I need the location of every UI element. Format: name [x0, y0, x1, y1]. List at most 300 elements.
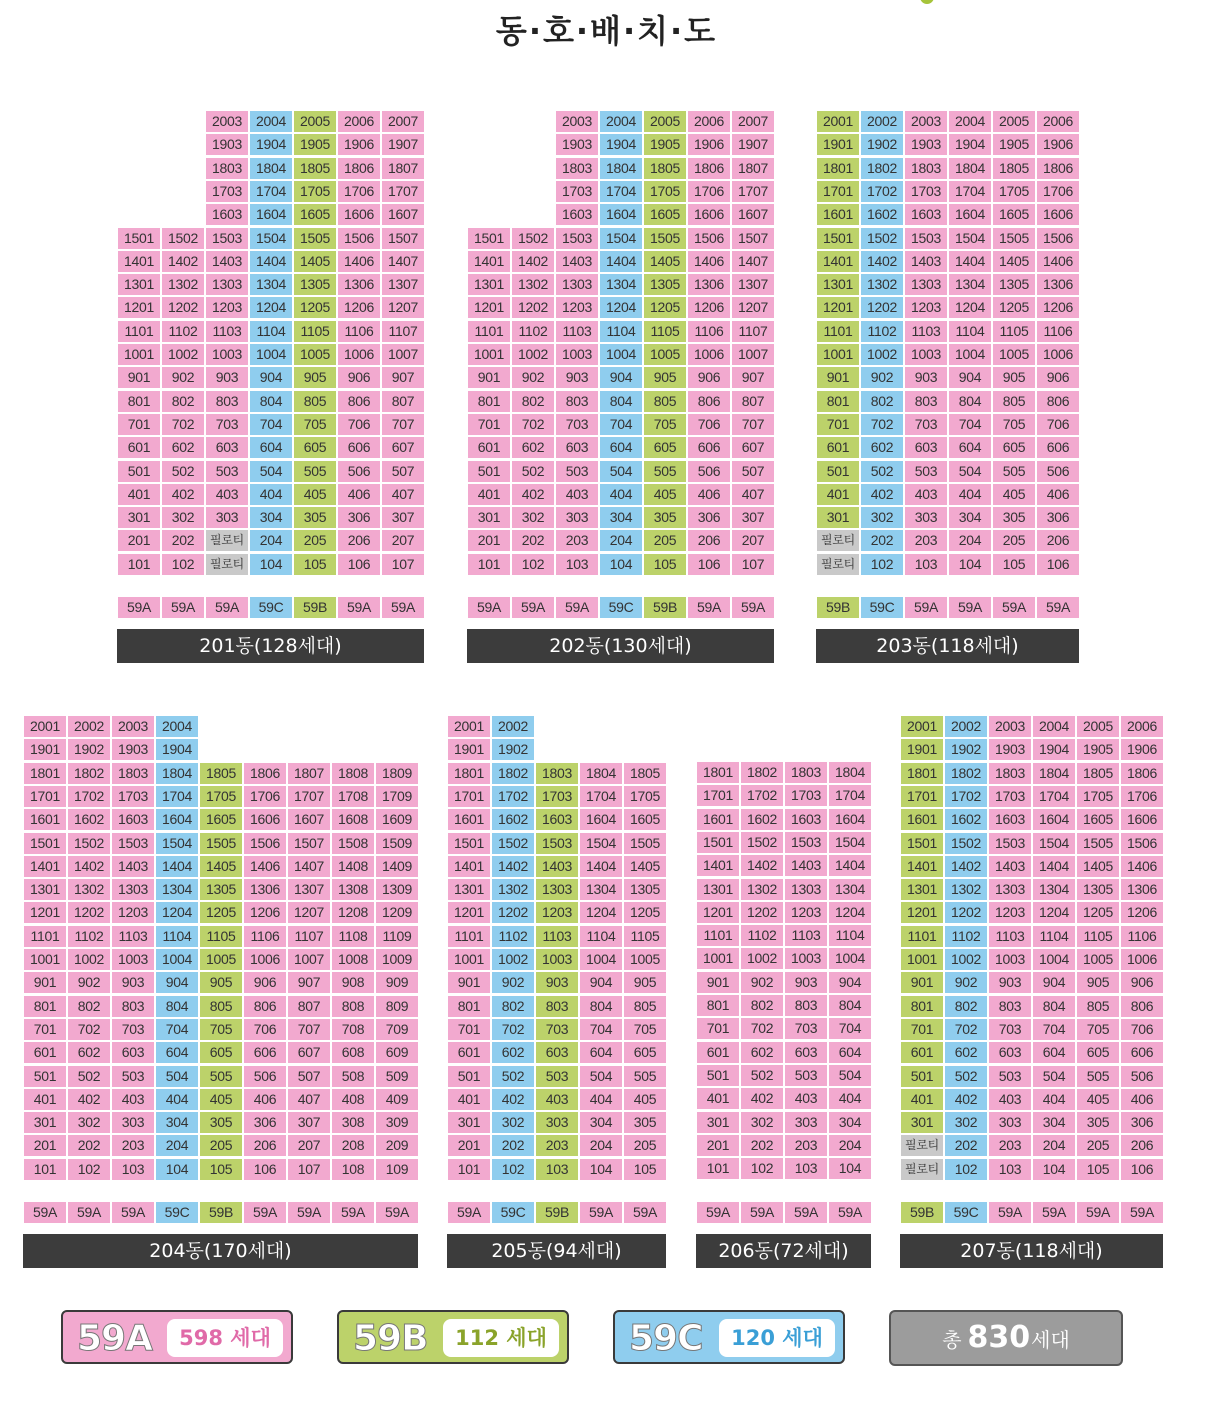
unit-cell: 703 [785, 1018, 827, 1039]
unit-cell: 1404 [156, 856, 198, 877]
unit-cell: 302 [861, 507, 903, 528]
unit-cell: 1901 [817, 134, 859, 155]
unit-cell: 604 [580, 1042, 622, 1063]
unit-cell: 202 [741, 1135, 783, 1156]
unit-cell: 2006 [688, 111, 730, 132]
unit-cell: 1704 [949, 181, 991, 202]
unit-cell: 1903 [112, 739, 154, 760]
unit-cell: 1903 [905, 134, 947, 155]
unit-cell: 1701 [24, 786, 66, 807]
unit-cell: 805 [294, 391, 336, 412]
unit-cell: 701 [817, 414, 859, 435]
unit-cell: 603 [556, 437, 598, 458]
unit-cell: 904 [829, 972, 871, 993]
unit-cell: 1502 [162, 228, 204, 249]
unit-cell: 1405 [624, 856, 666, 877]
unit-cell: 805 [200, 996, 242, 1017]
unit-cell: 1302 [492, 879, 534, 900]
unit-cell: 1209 [376, 902, 418, 923]
unit-cell: 604 [156, 1042, 198, 1063]
unit-cell: 807 [382, 391, 424, 412]
unit-cell: 204 [829, 1135, 871, 1156]
unit-cell: 707 [288, 1019, 330, 1040]
unit-cell: 1303 [206, 274, 248, 295]
unit-cell: 806 [1121, 996, 1163, 1017]
unit-cell: 102 [68, 1159, 110, 1180]
unit-cell: 1102 [741, 925, 783, 946]
unit-cell: 705 [644, 414, 686, 435]
unit-cell: 1604 [580, 809, 622, 830]
unit-cell: 1807 [732, 158, 774, 179]
unit-cell: 501 [901, 1066, 943, 1087]
unit-type-label: 59B [644, 597, 686, 618]
unit-cell: 606 [688, 437, 730, 458]
unit-cell: 307 [288, 1112, 330, 1133]
unit-cell: 1604 [829, 809, 871, 830]
unit-cell: 1406 [1121, 856, 1163, 877]
unit-cell: 706 [1121, 1019, 1163, 1040]
unit-type-label: 59A [949, 597, 991, 618]
unit-type-label: 59A [1077, 1202, 1119, 1223]
unit-cell: 304 [829, 1112, 871, 1133]
unit-cell: 1502 [861, 228, 903, 249]
unit-cell: 1507 [382, 228, 424, 249]
unit-cell: 1704 [250, 181, 292, 202]
unit-cell: 203 [112, 1135, 154, 1156]
unit-cell: 1406 [244, 856, 286, 877]
unit-cell: 603 [206, 437, 248, 458]
unit-cell: 204 [580, 1135, 622, 1156]
unit-cell: 1801 [24, 763, 66, 784]
unit-cell: 703 [206, 414, 248, 435]
unit-cell: 602 [492, 1042, 534, 1063]
unit-cell: 1404 [949, 251, 991, 272]
unit-cell: 1202 [68, 902, 110, 923]
unit-cell: 203 [556, 530, 598, 551]
unit-cell: 1703 [785, 785, 827, 806]
unit-cell: 1002 [861, 344, 903, 365]
unit-cell: 501 [448, 1066, 490, 1087]
unit-cell: 403 [989, 1089, 1031, 1110]
unit-cell: 301 [24, 1112, 66, 1133]
unit-cell: 1301 [817, 274, 859, 295]
unit-cell: 1306 [1037, 274, 1079, 295]
unit-type-label: 59A [206, 597, 248, 618]
unit-cell: 1403 [989, 856, 1031, 877]
unit-cell: 1302 [512, 274, 554, 295]
unit-cell: 906 [1037, 367, 1079, 388]
unit-cell: 304 [156, 1112, 198, 1133]
unit-cell: 905 [644, 367, 686, 388]
unit-cell: 901 [697, 972, 739, 993]
unit-cell: 1705 [624, 786, 666, 807]
unit-type-label: 59A [382, 597, 424, 618]
unit-cell: 804 [156, 996, 198, 1017]
unit-cell: 1701 [697, 785, 739, 806]
unit-cell: 205 [294, 530, 336, 551]
unit-cell: 1006 [1037, 344, 1079, 365]
unit-cell: 1102 [68, 926, 110, 947]
unit-cell: 1405 [200, 856, 242, 877]
unit-cell: 201 [118, 530, 160, 551]
unit-cell: 1804 [156, 763, 198, 784]
unit-cell: 401 [697, 1088, 739, 1109]
unit-cell: 105 [993, 554, 1035, 575]
unit-cell: 303 [536, 1112, 578, 1133]
unit-cell: 1005 [993, 344, 1035, 365]
unit-cell: 1305 [1077, 879, 1119, 900]
legend-total [889, 1310, 1123, 1366]
unit-cell: 1603 [206, 204, 248, 225]
unit-cell: 104 [829, 1158, 871, 1179]
unit-cell: 301 [468, 507, 510, 528]
unit-cell: 705 [294, 414, 336, 435]
unit-cell: 1204 [1033, 902, 1075, 923]
unit-cell: 1809 [376, 763, 418, 784]
unit-cell: 702 [492, 1019, 534, 1040]
unit-cell: 1806 [688, 158, 730, 179]
unit-cell: 103 [989, 1159, 1031, 1180]
unit-cell: 1303 [556, 274, 598, 295]
legend-59b-count: 112 세대 [443, 1319, 559, 1357]
unit-cell: 1301 [901, 879, 943, 900]
unit-cell: 2006 [1037, 111, 1079, 132]
unit-cell: 404 [1033, 1089, 1075, 1110]
unit-cell: 702 [861, 414, 903, 435]
unit-cell: 903 [112, 972, 154, 993]
unit-cell: 301 [448, 1112, 490, 1133]
unit-cell: 903 [989, 972, 1031, 993]
unit-cell: 2002 [68, 716, 110, 737]
unit-cell: 1105 [200, 926, 242, 947]
building-label: 202동(130세대) [467, 629, 774, 663]
unit-cell: 1401 [817, 251, 859, 272]
unit-cell: 1101 [24, 926, 66, 947]
unit-cell: 1604 [949, 204, 991, 225]
unit-cell: 402 [512, 484, 554, 505]
unit-cell: 1006 [1121, 949, 1163, 970]
unit-cell: 602 [162, 437, 204, 458]
unit-cell: 1403 [905, 251, 947, 272]
unit-cell: 1602 [68, 809, 110, 830]
unit-cell: 1404 [250, 251, 292, 272]
unit-cell: 802 [861, 391, 903, 412]
unit-cell: 703 [112, 1019, 154, 1040]
unit-cell: 1504 [1033, 833, 1075, 854]
unit-cell: 1704 [580, 786, 622, 807]
unit-cell: 1601 [817, 204, 859, 225]
unit-cell: 705 [1077, 1019, 1119, 1040]
unit-cell: 502 [512, 461, 554, 482]
unit-cell: 801 [901, 996, 943, 1017]
unit-cell: 1601 [24, 809, 66, 830]
unit-cell: 703 [989, 1019, 1031, 1040]
unit-cell: 701 [24, 1019, 66, 1040]
unit-cell: 2004 [250, 111, 292, 132]
unit-cell: 109 [376, 1159, 418, 1180]
unit-cell: 1501 [118, 228, 160, 249]
unit-cell: 1503 [536, 833, 578, 854]
unit-cell: 906 [1121, 972, 1163, 993]
unit-cell: 1309 [376, 879, 418, 900]
unit-cell: 1906 [338, 134, 380, 155]
unit-cell: 807 [732, 391, 774, 412]
unit-cell: 1805 [1077, 763, 1119, 784]
unit-cell: 1005 [200, 949, 242, 970]
unit-cell: 603 [536, 1042, 578, 1063]
unit-cell: 1502 [512, 228, 554, 249]
unit-cell: 406 [1121, 1089, 1163, 1110]
unit-cell: 705 [624, 1019, 666, 1040]
unit-cell: 1005 [1077, 949, 1119, 970]
unit-cell: 401 [24, 1089, 66, 1110]
unit-cell: 1205 [644, 297, 686, 318]
unit-cell: 101 [468, 554, 510, 575]
unit-cell: 301 [901, 1112, 943, 1133]
unit-cell: 206 [338, 530, 380, 551]
unit-cell: 1204 [949, 297, 991, 318]
unit-cell: 1204 [580, 902, 622, 923]
unit-cell: 1402 [68, 856, 110, 877]
unit-cell: 203 [989, 1135, 1031, 1156]
unit-cell: 1106 [338, 321, 380, 342]
unit-cell: 503 [536, 1066, 578, 1087]
unit-cell: 602 [945, 1042, 987, 1063]
unit-cell: 801 [118, 391, 160, 412]
unit-cell: 402 [492, 1089, 534, 1110]
unit-cell: 401 [118, 484, 160, 505]
unit-cell: 1206 [244, 902, 286, 923]
unit-cell: 904 [580, 972, 622, 993]
unit-cell: 2003 [556, 111, 598, 132]
unit-cell: 1705 [294, 181, 336, 202]
building-label: 206동(72세대) [696, 1234, 871, 1268]
unit-cell: 1702 [68, 786, 110, 807]
unit-cell: 1905 [993, 134, 1035, 155]
unit-cell: 302 [68, 1112, 110, 1133]
unit-cell: 1008 [332, 949, 374, 970]
unit-cell: 1301 [697, 879, 739, 900]
unit-cell: 1205 [200, 902, 242, 923]
unit-type-label: 59A [512, 597, 554, 618]
unit-cell: 501 [468, 461, 510, 482]
unit-cell: 206 [688, 530, 730, 551]
unit-cell: 1402 [512, 251, 554, 272]
unit-cell: 1704 [600, 181, 642, 202]
unit-cell: 1707 [732, 181, 774, 202]
unit-cell: 1003 [556, 344, 598, 365]
unit-cell: 1408 [332, 856, 374, 877]
unit-cell: 1805 [200, 763, 242, 784]
unit-type-label: 59A [1037, 597, 1079, 618]
unit-cell: 1801 [448, 763, 490, 784]
unit-cell: 104 [949, 554, 991, 575]
building-label: 204동(170세대) [23, 1234, 418, 1268]
unit-cell: 1207 [288, 902, 330, 923]
unit-type-label: 59A [697, 1202, 739, 1223]
unit-cell: 306 [688, 507, 730, 528]
unit-cell: 1207 [382, 297, 424, 318]
unit-cell: 1206 [1037, 297, 1079, 318]
unit-cell: 104 [580, 1159, 622, 1180]
unit-cell: 1104 [250, 321, 292, 342]
unit-cell: 1506 [338, 228, 380, 249]
unit-cell: 902 [512, 367, 554, 388]
unit-cell: 1403 [536, 856, 578, 877]
unit-cell: 204 [949, 530, 991, 551]
unit-cell: 408 [332, 1089, 374, 1110]
unit-cell: 201 [697, 1135, 739, 1156]
unit-cell: 1708 [332, 786, 374, 807]
unit-cell: 706 [244, 1019, 286, 1040]
unit-cell: 1705 [1077, 786, 1119, 807]
unit-cell: 308 [332, 1112, 374, 1133]
unit-cell: 903 [206, 367, 248, 388]
unit-cell: 601 [118, 437, 160, 458]
unit-cell: 1206 [338, 297, 380, 318]
unit-cell: 904 [600, 367, 642, 388]
unit-cell: 402 [861, 484, 903, 505]
unit-cell: 1406 [338, 251, 380, 272]
unit-cell: 1102 [861, 321, 903, 342]
unit-cell: 405 [624, 1089, 666, 1110]
unit-cell: 306 [1037, 507, 1079, 528]
unit-cell: 305 [294, 507, 336, 528]
unit-cell: 806 [1037, 391, 1079, 412]
unit-cell: 1806 [338, 158, 380, 179]
unit-cell: 1602 [492, 809, 534, 830]
unit-cell: 101 [448, 1159, 490, 1180]
unit-cell: 1802 [492, 763, 534, 784]
unit-cell: 107 [288, 1159, 330, 1180]
unit-cell: 1203 [989, 902, 1031, 923]
unit-cell: 1002 [741, 948, 783, 969]
unit-cell: 1409 [376, 856, 418, 877]
unit-cell: 1605 [644, 204, 686, 225]
unit-cell: 608 [332, 1042, 374, 1063]
unit-cell: 1305 [294, 274, 336, 295]
unit-cell: 303 [905, 507, 947, 528]
unit-cell: 303 [785, 1112, 827, 1133]
piloti-cell: 필로티 [206, 530, 248, 551]
unit-cell: 702 [162, 414, 204, 435]
unit-cell: 901 [118, 367, 160, 388]
unit-cell: 101 [697, 1158, 739, 1179]
unit-cell: 804 [949, 391, 991, 412]
unit-cell: 1403 [556, 251, 598, 272]
unit-type-label: 59A [332, 1202, 374, 1223]
unit-cell: 1603 [112, 809, 154, 830]
unit-cell: 906 [338, 367, 380, 388]
unit-cell: 501 [118, 461, 160, 482]
piloti-cell: 필로티 [817, 554, 859, 575]
unit-cell: 102 [162, 554, 204, 575]
unit-cell: 1406 [688, 251, 730, 272]
unit-cell: 207 [288, 1135, 330, 1156]
unit-cell: 704 [250, 414, 292, 435]
unit-cell: 605 [624, 1042, 666, 1063]
unit-cell: 1904 [1033, 739, 1075, 760]
piloti-cell: 필로티 [817, 530, 859, 551]
unit-cell: 1105 [624, 926, 666, 947]
unit-cell: 1603 [556, 204, 598, 225]
unit-cell: 2001 [448, 716, 490, 737]
unit-type-label: 59A [785, 1202, 827, 1223]
unit-cell: 206 [1121, 1135, 1163, 1156]
unit-cell: 1004 [250, 344, 292, 365]
unit-cell: 907 [382, 367, 424, 388]
unit-cell: 1405 [644, 251, 686, 272]
unit-cell: 708 [332, 1019, 374, 1040]
unit-cell: 901 [448, 972, 490, 993]
unit-cell: 603 [905, 437, 947, 458]
unit-cell: 101 [24, 1159, 66, 1180]
unit-cell: 2005 [993, 111, 1035, 132]
unit-cell: 801 [697, 995, 739, 1016]
unit-cell: 1104 [1033, 926, 1075, 947]
unit-cell: 1206 [688, 297, 730, 318]
unit-cell: 1805 [993, 158, 1035, 179]
unit-cell: 1508 [332, 833, 374, 854]
unit-cell: 1205 [1077, 902, 1119, 923]
unit-cell: 104 [1033, 1159, 1075, 1180]
unit-cell: 1407 [732, 251, 774, 272]
unit-cell: 809 [376, 996, 418, 1017]
unit-cell: 1302 [68, 879, 110, 900]
unit-cell: 908 [332, 972, 374, 993]
unit-cell: 804 [1033, 996, 1075, 1017]
unit-cell: 1601 [448, 809, 490, 830]
unit-cell: 404 [829, 1088, 871, 1109]
unit-cell: 2005 [644, 111, 686, 132]
unit-cell: 1001 [24, 949, 66, 970]
unit-cell: 2003 [112, 716, 154, 737]
unit-cell: 102 [861, 554, 903, 575]
unit-cell: 705 [993, 414, 1035, 435]
unit-cell: 203 [785, 1135, 827, 1156]
unit-type-label: 59A [732, 597, 774, 618]
unit-cell: 1701 [817, 181, 859, 202]
unit-cell: 1401 [118, 251, 160, 272]
unit-cell: 1401 [448, 856, 490, 877]
unit-cell: 305 [624, 1112, 666, 1133]
unit-cell: 606 [244, 1042, 286, 1063]
unit-cell: 403 [536, 1089, 578, 1110]
unit-cell: 905 [1077, 972, 1119, 993]
legend-59b-code: 59B [353, 1318, 428, 1359]
unit-cell: 1302 [162, 274, 204, 295]
unit-cell: 405 [1077, 1089, 1119, 1110]
unit-cell: 1109 [376, 926, 418, 947]
unit-cell: 2005 [294, 111, 336, 132]
unit-cell: 902 [68, 972, 110, 993]
unit-cell: 1905 [1077, 739, 1119, 760]
unit-cell: 1707 [288, 786, 330, 807]
unit-cell: 403 [785, 1088, 827, 1109]
unit-cell: 1605 [624, 809, 666, 830]
unit-cell: 1401 [24, 856, 66, 877]
unit-cell: 1005 [644, 344, 686, 365]
unit-cell: 205 [200, 1135, 242, 1156]
unit-cell: 1803 [206, 158, 248, 179]
unit-cell: 1505 [200, 833, 242, 854]
unit-cell: 803 [556, 391, 598, 412]
unit-cell: 1607 [288, 809, 330, 830]
building-label: 203동(118세대) [816, 629, 1079, 663]
unit-cell: 2004 [600, 111, 642, 132]
unit-cell: 401 [901, 1089, 943, 1110]
unit-cell: 1202 [861, 297, 903, 318]
